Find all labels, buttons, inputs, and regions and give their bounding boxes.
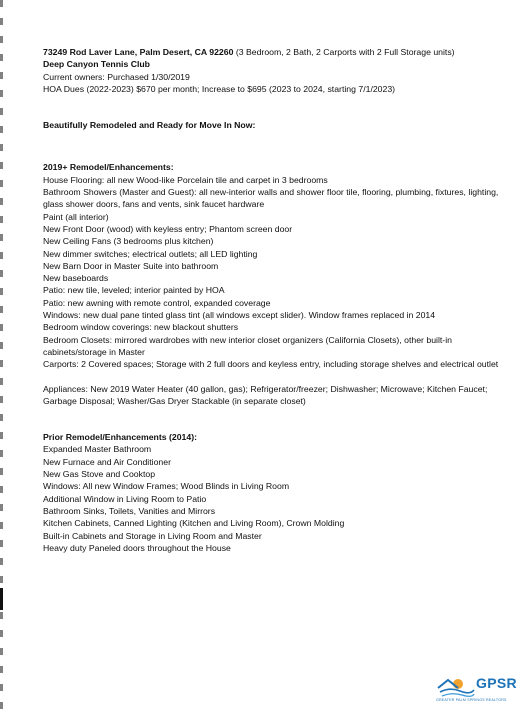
list-item: Carports: 2 Covered spaces; Storage with 2 full doors and keyless entry, including storage shelves and electrical outlet: [43, 359, 499, 370]
list-item: Windows: new dual pane tinted glass tint (all windows except slider). Window frames replaced in 2014: [43, 310, 436, 321]
tagline: Beautifully Remodeled and Ready for Move In Now:: [43, 120, 256, 131]
list-item: Bedroom Closets: mirrored wardrobes with new interior closet organizers (California Closets), other built-in cabinets/storage in Master: [43, 334, 452, 357]
house-sun-icon: [436, 674, 476, 698]
list-item: Built-in Cabinets and Storage in Living Room and Master: [43, 530, 262, 541]
club-name: Deep Canyon Tennis Club: [43, 59, 150, 70]
list-item: Patio: new awning with remote control, expanded coverage: [43, 297, 271, 308]
list-item: Expanded Master Bathroom: [43, 444, 152, 455]
list-item: New baseboards: [43, 273, 109, 284]
address-line: [43, 46, 508, 58]
logo-wordmark: GPSR: [476, 675, 517, 691]
list-item: New dimmer switches; electrical outlets; all LED lighting: [43, 248, 258, 259]
list-item: Additional Window in Living Room to Patio: [43, 493, 207, 504]
list-item: New Furnace and Air Conditioner: [43, 456, 171, 467]
scan-edge-marks: [0, 0, 3, 720]
document-body: [43, 46, 508, 554]
list-item: Paint (all interior): [43, 211, 109, 222]
section-heading-2014: Prior Remodel/Enhancements (2014):: [43, 432, 198, 443]
list-item: Heavy duty Paneled doors throughout the House: [43, 542, 231, 553]
spacer: [43, 371, 508, 383]
list-item: Bedroom window coverings: new blackout shutters: [43, 322, 239, 333]
list-item: Patio: new tile, leveled; interior painted by HOA: [43, 285, 225, 296]
address: 73249 Rod Laver Lane, Palm Desert, CA 92260: [43, 47, 234, 57]
section-heading-2019: 2019+ Remodel/Enhancements:: [43, 162, 174, 173]
list-item: Bathroom Sinks, Toilets, Vanities and Mirrors: [43, 505, 216, 516]
list-item: Windows: All new Window Frames; Wood Blinds in Living Room: [43, 481, 290, 492]
list-item: New Gas Stove and Cooktop: [43, 469, 156, 480]
scan-edge-bar: [0, 588, 3, 610]
list-item: Bathroom Showers (Master and Guest): all new-interior walls and shower floor tile, flooring, plumbing, fixtures, lighting, glass shower doors, fans and vents, sink faucet hardware: [43, 187, 499, 210]
list-item: New Barn Door in Master Suite into bathroom: [43, 260, 219, 271]
spacer: [43, 407, 508, 431]
list-item: House Flooring: all new Wood-like Porcelain tile and carpet in 3 bedrooms: [43, 174, 328, 185]
list-item: Kitchen Cabinets, Canned Lighting (Kitchen and Living Room), Crown Molding: [43, 518, 345, 529]
logo-tagline: GREATER PALM SPRINGS REALTORS: [436, 698, 507, 702]
address-details: (3 Bedroom, 2 Bath, 2 Carports with 2 Full Storage units): [233, 47, 455, 57]
spacer: [43, 131, 508, 161]
owners-line: Current owners: Purchased 1/30/2019: [43, 71, 190, 82]
list-item: New Front Door (wood) with keyless entry; Phantom screen door: [43, 223, 293, 234]
gpsr-logo: [436, 674, 517, 708]
appliances-paragraph: Appliances: New 2019 Water Heater (40 gallon, gas); Refrigerator/freezer; Dishwasher; Microwave; Kitchen Faucet; Garbage Disposal; Washer/Gas Dryer Stackable (in separate closet): [43, 383, 488, 406]
spacer: [43, 95, 508, 119]
list-item: New Ceiling Fans (3 bedrooms plus kitchen): [43, 236, 214, 247]
hoa-dues-line: HOA Dues (2022-2023) $670 per month; Increase to $695 (2023 to 2024, starting 7/1/2023): [43, 83, 396, 94]
